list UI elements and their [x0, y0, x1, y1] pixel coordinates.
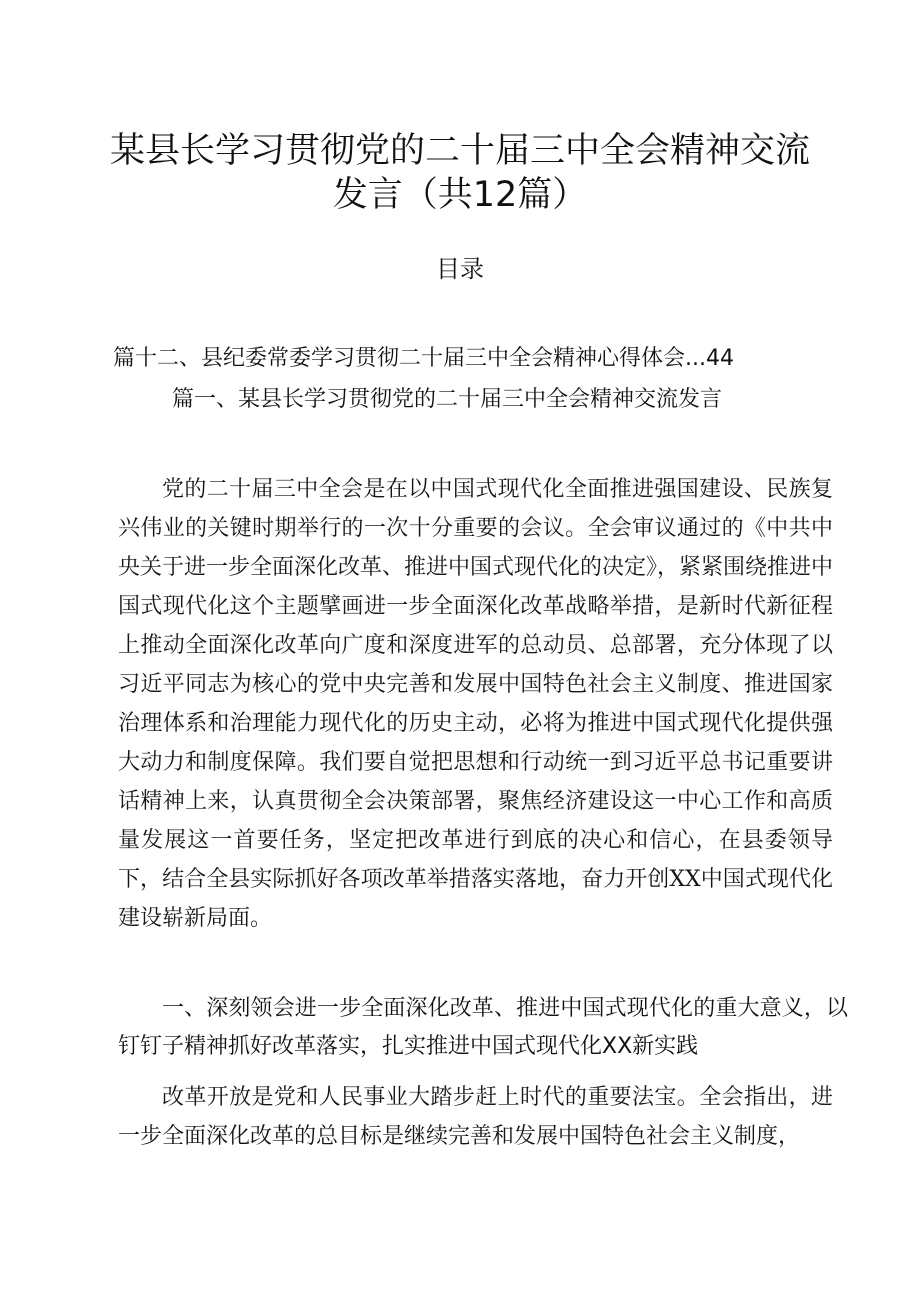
toc-heading: 目录	[436, 255, 484, 283]
body-paragraph-1: 党的二十届三中全会是在以中国式现代化全面推进强国建设、民族复兴伟业的关键时期举行的一次十分重要的会议。全会审议通过的《中共中央关于进一步全面深化改革、推进中国式现代化的决定》，紧紧围绕推进中国式现代化这个主题擘画进一步全面深化改革战略举措，是新时代新征程上推动全面深化改革向广度和深度进军的总动员、总部署，充分体现了以习近平同志为核心的党中央完善和发展中国特色社会主义制度、推进国家治理体系和治理能力现代化的历史主动，必将为推进中国式现代化提供强大动力和制度保障。我们要自觉把思想和行动统一到习近平总书记重要讲话精神上来，认真贯彻全会决策部署，聚焦经济建设这一中心工作和高质量发展这一首要任务，坚定把改革进行到底的决心和信心，在县委领导下，结合全县实际抓好各项改革举措落实落地，奋力开创XX中国式现代化建设崭新局面。	[118, 477, 834, 931]
document-title-line-1: 某县长学习贯彻党的二十届三中全会精神交流	[109, 131, 810, 171]
toc-entry: 篇十二、县纪委常委学习贯彻二十届三中全会精神心得体会...44	[113, 346, 734, 371]
body-paragraph-2: 改革开放是党和人民事业大踏步赶上时代的重要法宝。全会指出，进一步全面深化改革的总目标是继续完善和发展中国特色社会主义制度，	[118, 1085, 833, 1149]
section-heading: 篇一、某县长学习贯彻党的二十届三中全会精神交流发言	[172, 387, 723, 412]
subheading-1: 一、深刻领会进一步全面深化改革、推进中国式现代化的重大意义，以钉钉子精神抓好改革落实，扎实推进中国式现代化XX新实践	[118, 996, 848, 1059]
document-title-line-2: 发言（共12篇）	[332, 175, 588, 215]
